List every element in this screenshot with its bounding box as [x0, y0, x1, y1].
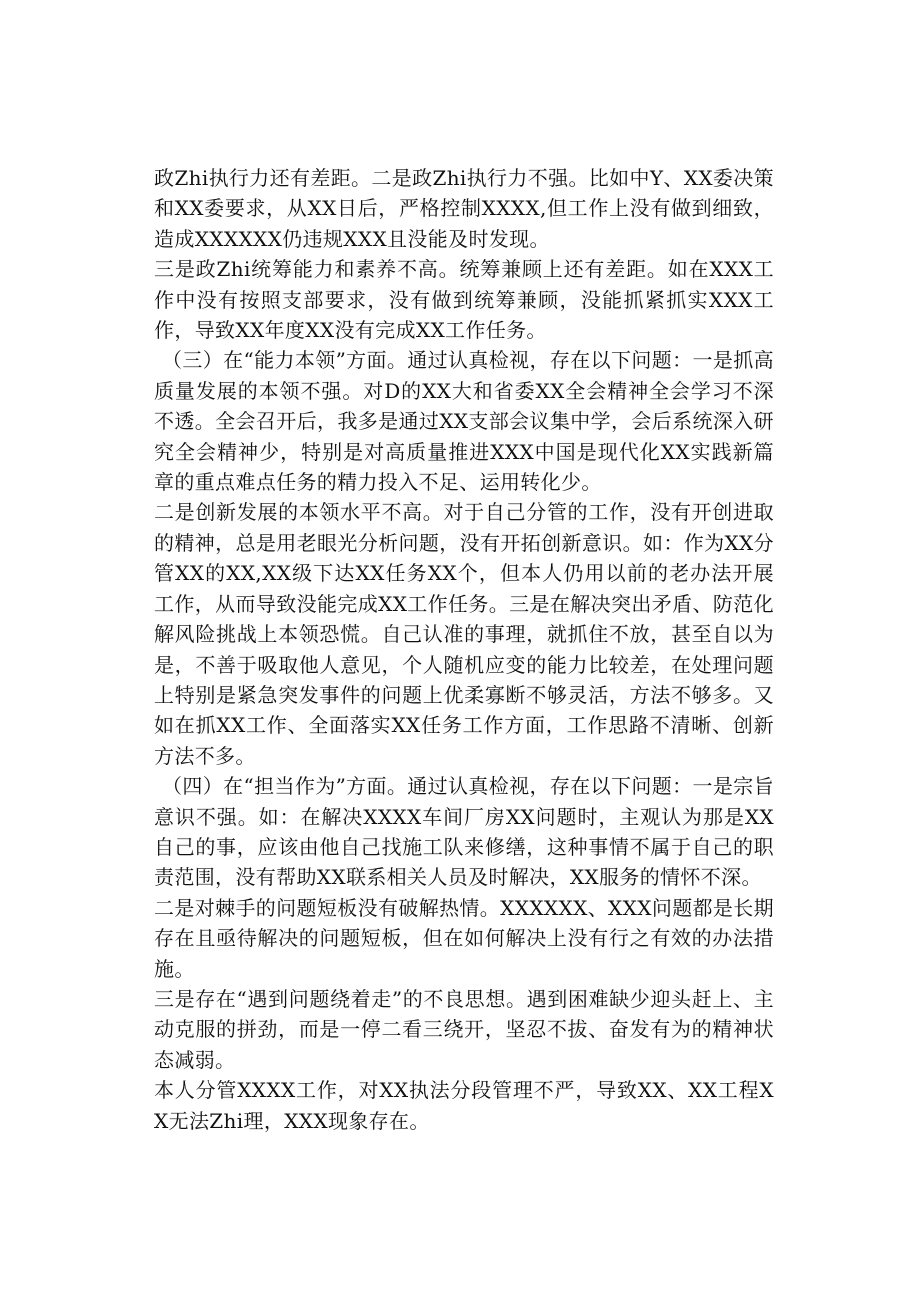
- paragraph-2: 三是政Zhi统筹能力和素养不高。统筹兼顾上还有差距。如在XXX工作中没有按照支部要求，没有做到统筹兼顾，没能抓紧抓实XXX工作，导致XX年度XX没有完成XX工作任务。: [154, 257, 774, 343]
- document-page: [154, 163, 774, 1136]
- paragraph-1: 政Zhi执行力还有差距。二是政Zhi执行力不强。比如中Y、XX委决策和XX委要求，从XX日后，严格控制XXXX,但工作上没有做到细致，造成XXXXXX仍违规XXX且没能及时发现。: [154, 166, 774, 251]
- paragraph-6: 二是对棘手的问题短板没有破解热情。XXXXXX、XXX问题都是长期存在且亟待解决的问题短板，但在如何解决上没有行之有效的办法措施。: [154, 895, 774, 981]
- paragraph-5: （四）在“担当作为”方面。通过认真检视，存在以下问题：一是宗旨意识不强。如：在解决XXXX车间厂房XX问题时，主观认为那是XX自己的事，应该由他自己找施工队来修缮，这种事情不属于自己的职责范围，没有帮助XX联系相关人员及时解决，XX服务的情怀不深。: [154, 774, 774, 890]
- paragraph-8: 本人分管XXXX工作，对XX执法分段管理不严，导致XX、XX工程XX无法Zhi理，XXX现象存在。: [154, 1078, 774, 1133]
- paragraph-3: （三）在“能力本领”方面。通过认真检视，存在以下问题：一是抓高质量发展的本领不强。对D的XX大和省委XX全会精神全会学习不深不透。全会召开后，我多是通过XX支部会议集中学，会后系统深入研究全会精神少，特别是对高质量推进XXX中国是现代化XX实践新篇章的重点难点任务的精力投入不足、运用转化少。: [154, 348, 774, 495]
- paragraph-7: 三是存在“遇到问题绕着走”的不良思想。遇到困难缺少迎头赶上、主动克服的拼劲，而是一停二看三绕开，坚忍不拔、奋发有为的精神状态减弱。: [154, 986, 774, 1072]
- paragraph-4: 二是创新发展的本领水平不高。对于自己分管的工作，没有开创进取的精神，总是用老眼光分析问题，没有开拓创新意识。如：作为XX分管XX的XX,XX级下达XX任务XX个，但本人仍用以前的老办法开展工作，从而导致没能完成XX工作任务。三是在解决突出矛盾、防范化解风险挑战上本领恐慌。自己认准的事理，就抓住不放，甚至自以为是，不善于吸取他人意见，个人随机应变的能力比较差，在处理问题上特别是紧急突发事件的问题上优柔寡断不够灵活，方法不够多。又如在抓XX工作、全面落实XX任务工作方面，工作思路不清晰、创新方法不多。: [154, 500, 774, 768]
